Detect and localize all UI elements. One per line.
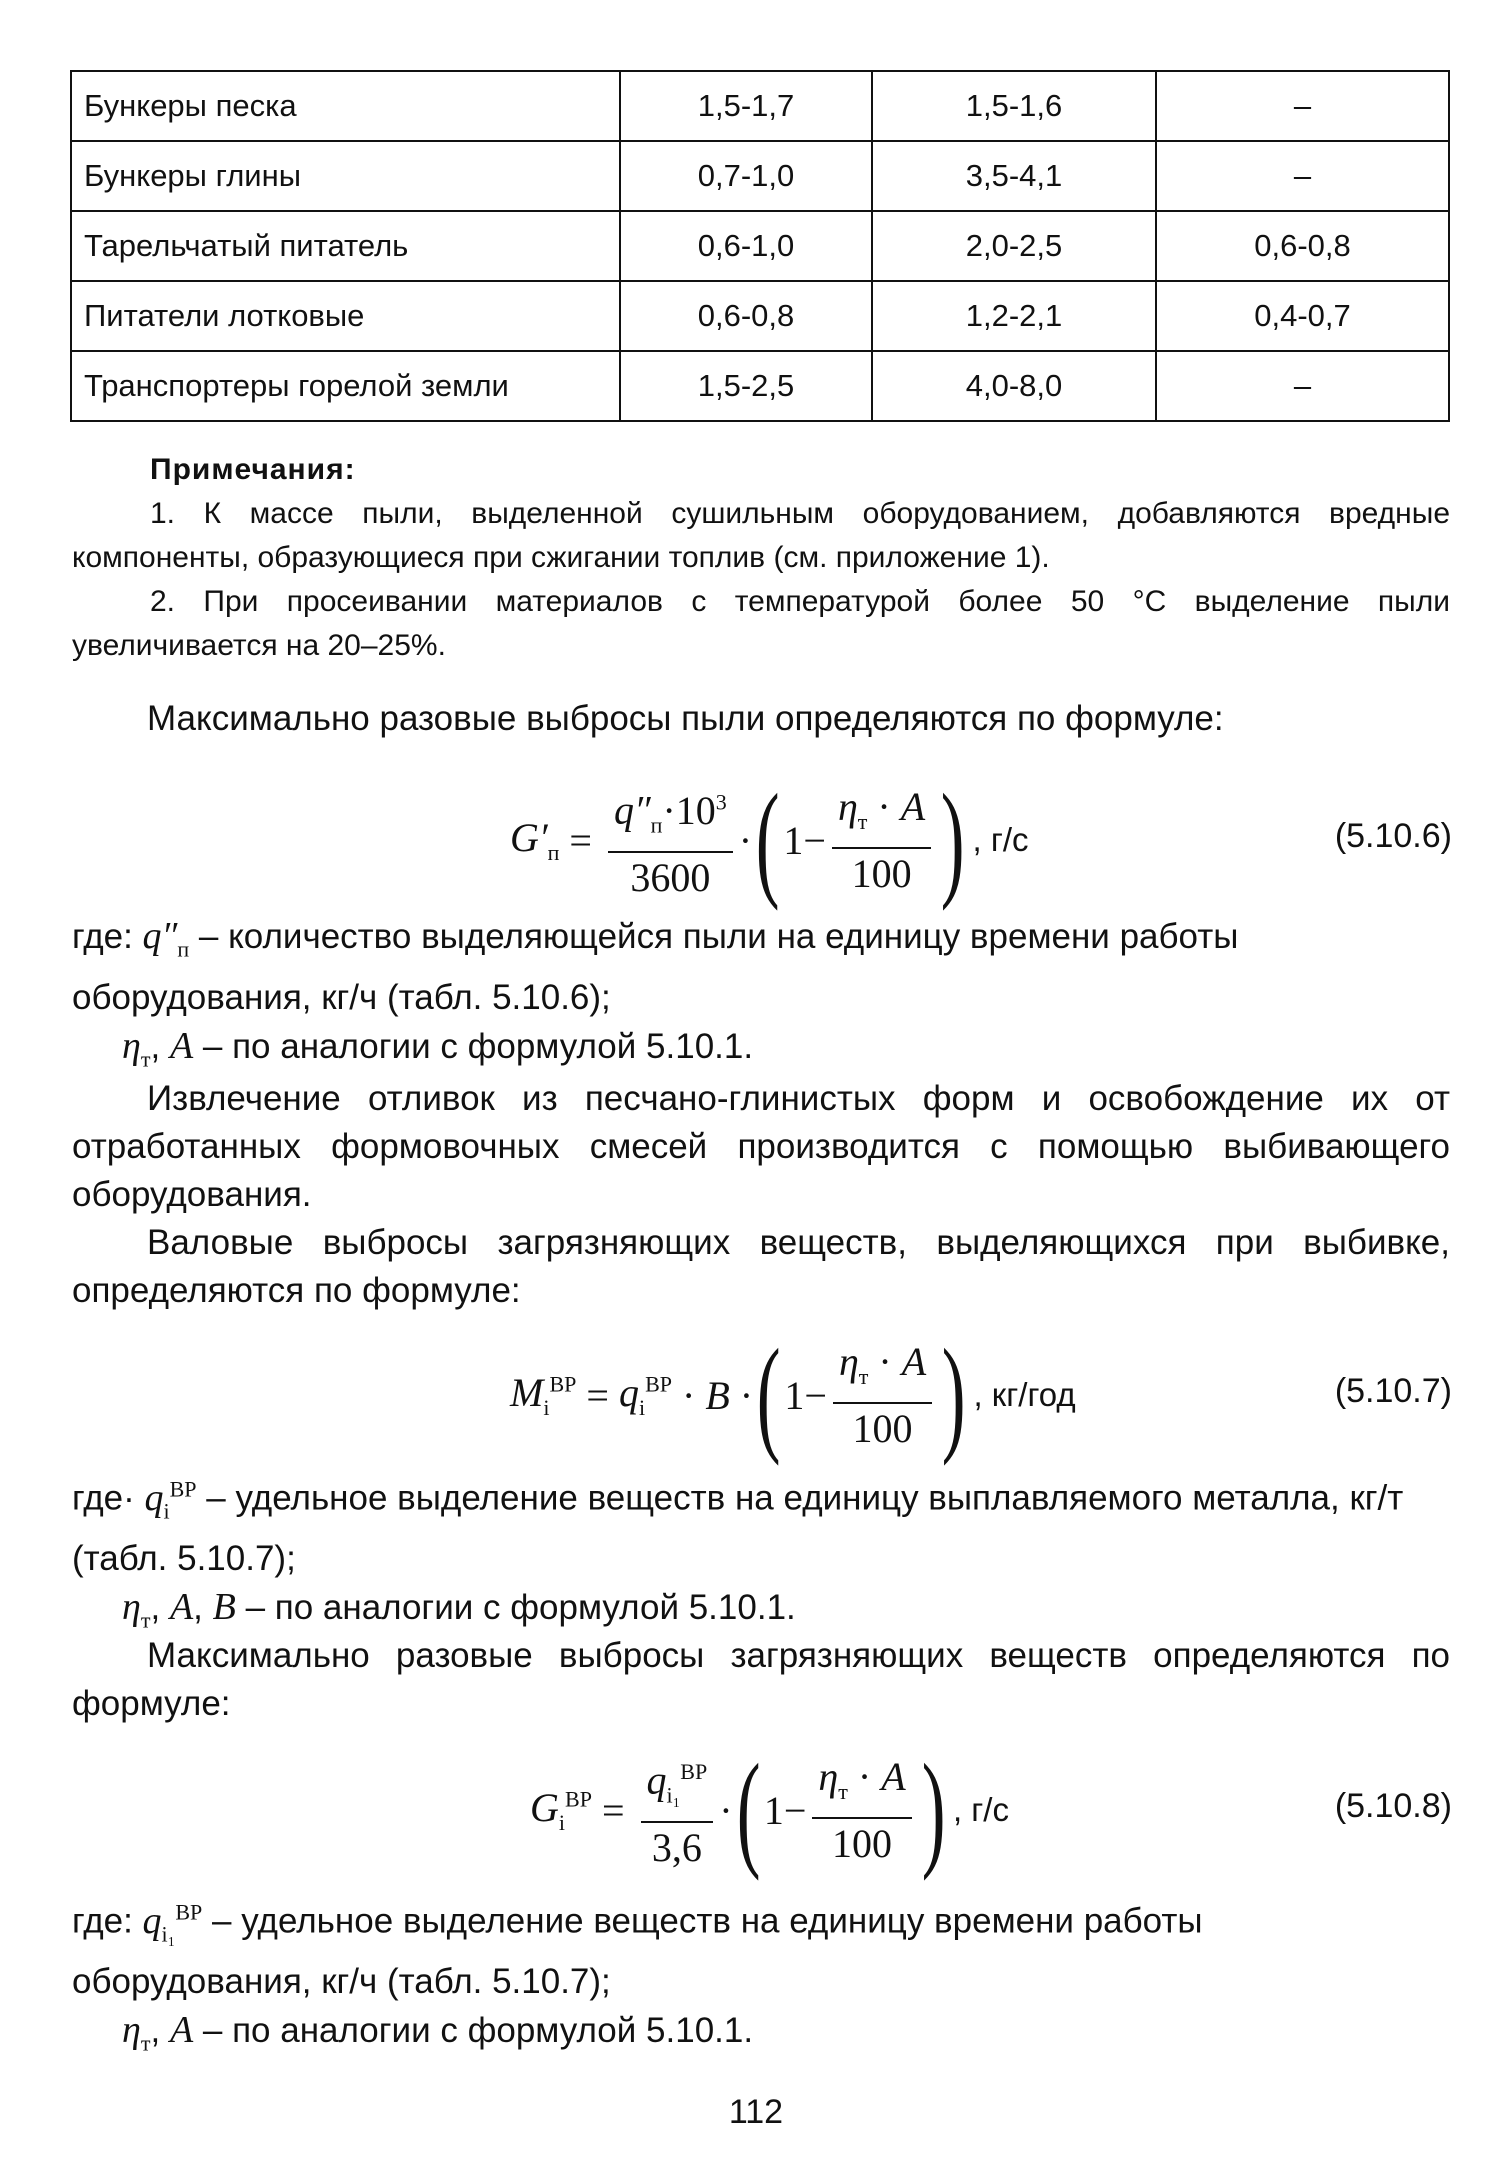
table-cell: 0,7-1,0	[620, 141, 872, 211]
table-cell: 0,6-0,8	[1156, 211, 1449, 281]
table-cell: 3,5-4,1	[872, 141, 1156, 211]
table-cell: Бункеры глины	[71, 141, 620, 211]
table-row	[71, 211, 1449, 281]
table-row	[71, 351, 1449, 421]
formula-5-10-6	[0, 765, 1512, 915]
table-cell: 0,6-1,0	[620, 211, 872, 281]
formula-unit: , г/с	[972, 821, 1029, 858]
paragraph-1	[72, 695, 1450, 743]
equation-number: (5.10.8)	[1334, 1787, 1452, 1825]
where-text: – удельное выделение веществ на единицу времени работы оборудования, кг/ч (табл. 5.10.7);	[72, 1901, 1203, 2002]
formula-expression: $M_i^{ВР}$ = $q_i^{ВР}$ · B · ( 1− $\frac{\eta_т \cdot A}{100}$ ) , кг/год	[510, 1323, 1076, 1467]
table-cell: Транспортеры горелой земли	[71, 351, 620, 421]
formula-expression: $G'_п$ = $\frac{q''_п\cdot 10^3}{3600}$ · ( 1− $\frac{\eta_т \cdot A}{100}$ ) , г/с	[510, 768, 1029, 912]
formula-expression: $G_i^{ВР}$ = $\frac{q_{i_1}^{ВР}}{3,6}$ · ( 1− $\frac{\eta_т \cdot A}{100}$ ) , г/с	[530, 1738, 1009, 1882]
where-label: где:	[72, 917, 133, 956]
where-text: – удельное выделение веществ на единицу выплавляемого металла, кг/т (табл. 5.10.7);	[72, 1478, 1404, 1579]
table-cell: 0,6-0,8	[620, 281, 872, 351]
formula-5-10-7	[0, 1320, 1512, 1470]
table-cell: –	[1156, 351, 1449, 421]
where-block-7: $где\cdot q_i^{ВР}$ – удельное выделение веществ на единицу выплавляемого металла, кг/т (табл. 5.10.7); $\eta_т$, A, B – по аналогии с формулой 5.10.1.	[72, 1476, 1404, 1633]
where-block-8: где: $q_{i_1}^{ВР}$ – удельное выделение веществ на единицу времени работы оборудования, кг/ч (табл. 5.10.7); $\eta_т$, A – по аналогии с формулой 5.10.1.	[72, 1899, 1203, 2056]
table-cell: 1,2-2,1	[872, 281, 1156, 351]
emission-table	[70, 70, 1450, 422]
formula-unit: , кг/год	[973, 1376, 1076, 1413]
note-2: 2. При просеивании материалов с температурой более 50 °С выделение пыли увеличивается на 20–25%.	[72, 585, 1450, 662]
table-row	[71, 141, 1449, 211]
where-label: где:	[72, 1901, 133, 1941]
table-cell: –	[1156, 141, 1449, 211]
paragraph-2	[72, 1075, 1450, 1315]
paragraph-text: Максимально разовые выбросы пыли определяются по формуле:	[147, 699, 1224, 738]
where-block-6: где: $q''_п$ – количество выделяющейся пыли на единицу времени работы оборудования, кг/ч (табл. 5.10.6); $\eta_т$, A – по аналогии с формулой 5.10.1.	[72, 915, 1239, 1072]
table-cell: Питатели лотковые	[71, 281, 620, 351]
table-row	[71, 281, 1449, 351]
paragraph-4	[72, 1632, 1450, 1728]
table-row	[71, 71, 1449, 141]
table-cell: 2,0-2,5	[872, 211, 1156, 281]
table-cell: 0,4-0,7	[1156, 281, 1449, 351]
note-1: 1. К массе пыли, выделенной сушильным оборудованием, добавляются вредные компоненты, образующиеся при сжигании топлив (см. приложение 1).	[72, 497, 1450, 574]
paragraph-text: Валовые выбросы загрязняющих веществ, выделяющихся при выбивке, определяются по формуле:	[72, 1223, 1450, 1310]
table-cell: –	[1156, 71, 1449, 141]
where-text: – по аналогии с формулой 5.10.1.	[245, 1588, 796, 1628]
notes-block	[72, 448, 1450, 668]
formula-unit: , г/с	[952, 1791, 1009, 1828]
where-text: – по аналогии с формулой 5.10.1.	[202, 1026, 754, 1066]
paragraph-text: Максимально разовые выбросы загрязняющих веществ определяются по формуле:	[72, 1636, 1450, 1723]
table-cell: Бункеры песка	[71, 71, 620, 141]
notes-title: Примечания:	[150, 453, 356, 486]
table-cell: 1,5-1,6	[872, 71, 1156, 141]
formula-5-10-8	[0, 1735, 1512, 1885]
equation-number: (5.10.7)	[1334, 1372, 1452, 1410]
paragraph-text: Извлечение отливок из песчано-глинистых форм и освобождение их от отработанных формовочных смесей производится с помощью выбивающего оборудования.	[72, 1079, 1450, 1214]
page-number: 112	[728, 2093, 784, 2131]
table-cell: Тарельчатый питатель	[71, 211, 620, 281]
where-text: – по аналогии с формулой 5.10.1.	[202, 2011, 754, 2051]
table-cell: 1,5-1,7	[620, 71, 872, 141]
table-cell: 4,0-8,0	[872, 351, 1156, 421]
equation-number: (5.10.6)	[1334, 817, 1452, 855]
where-text: – количество выделяющейся пыли на единицу времени работы оборудования, кг/ч (табл. 5.10.6);	[72, 917, 1239, 1017]
where-label: где·	[72, 1478, 135, 1518]
table-cell: 1,5-2,5	[620, 351, 872, 421]
